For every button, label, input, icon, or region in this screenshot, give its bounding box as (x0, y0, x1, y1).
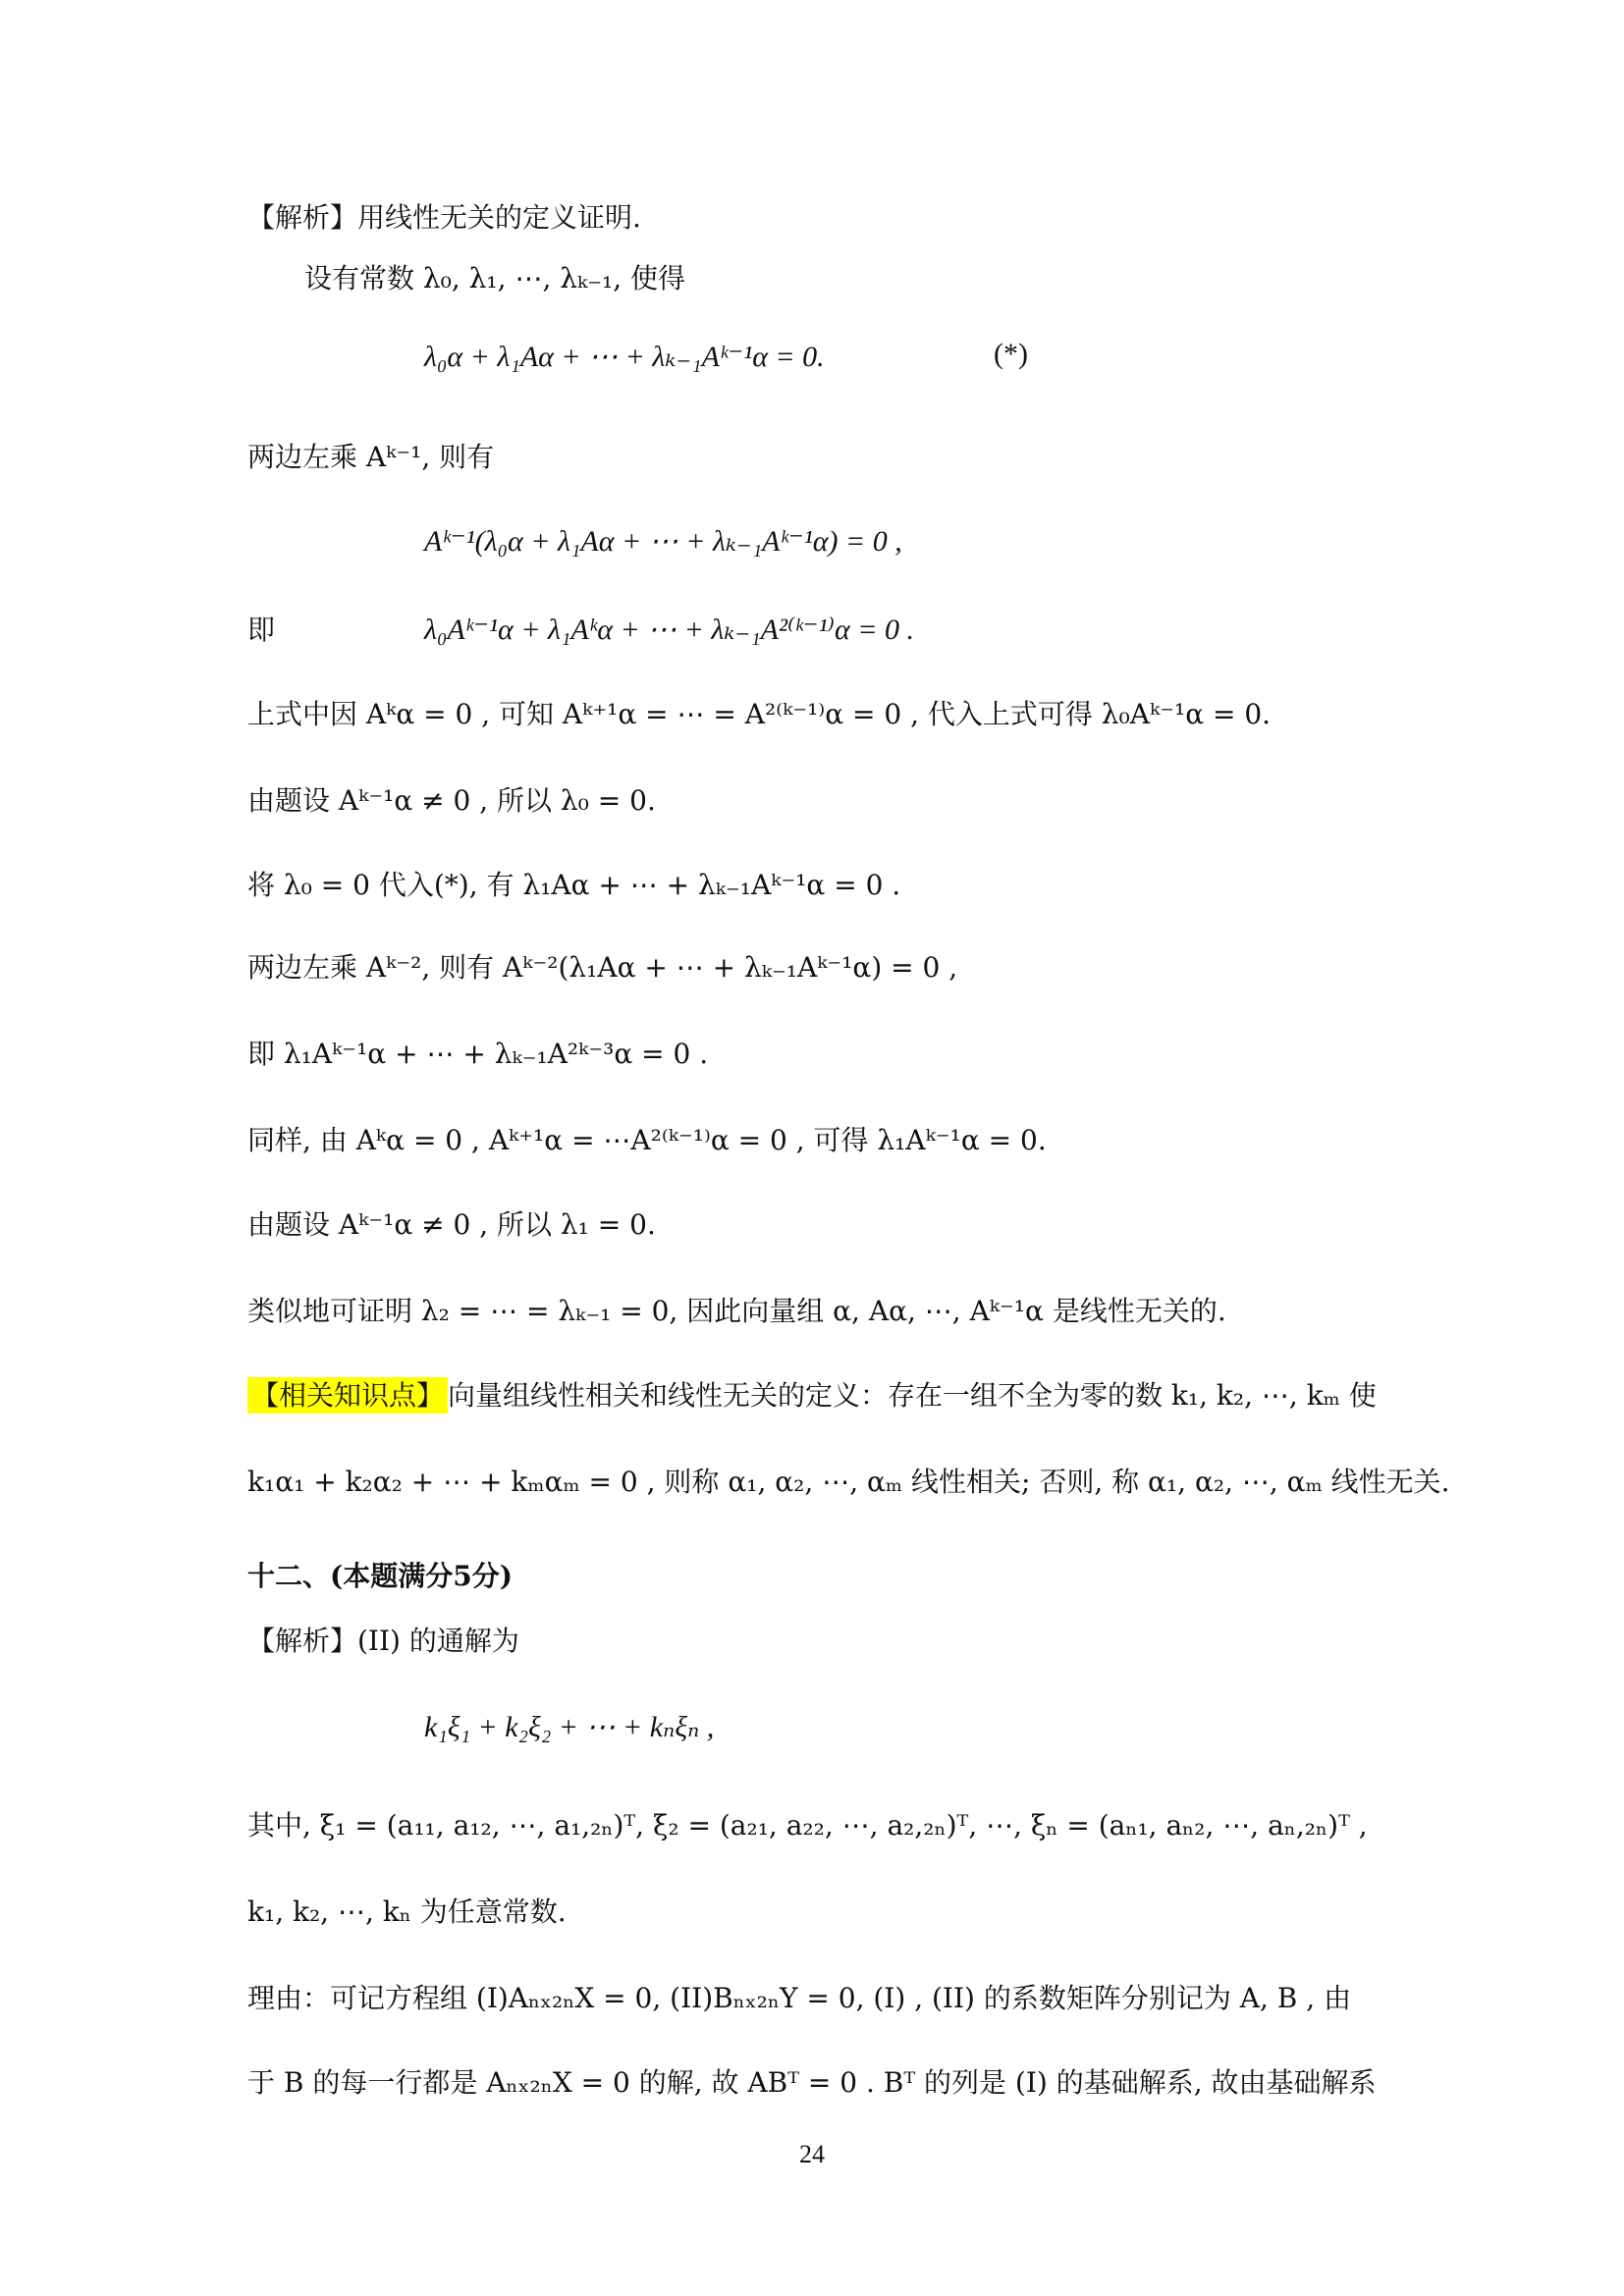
equation-star-tag: (*) (994, 338, 1028, 370)
equation-general-solution: k₁ξ₁ + k₂ξ₂ + ⋯ + kₙξₙ , (424, 1711, 715, 1743)
deduction-line-1: 上式中因 Aᵏα = 0 , 可知 Aᵏ⁺¹α = ⋯ = A²⁽ᵏ⁻¹⁾α = 0 , 代入上式可得 λ₀Aᵏ⁻¹α = 0. (247, 698, 1272, 730)
xi-definitions: 其中, ξ₁ = (a₁₁, a₁₂, ⋯, a₁,₂ₙ)ᵀ, ξ₂ = (a₂₁, a₂₂, ⋯, a₂,₂ₙ)ᵀ, ⋯, ξₙ = (aₙ₁, aₙ₂, ⋯, aₙ,₂ₙ)ᵀ , (247, 1809, 1368, 1842)
analysis-intro: 【解析】用线性无关的定义证明. (247, 201, 641, 234)
assume-constants: 设有常数 λ₀, λ₁, ⋯, λₖ₋₁, 使得 (304, 262, 686, 294)
arbitrary-constants: k₁, k₂, ⋯, kₙ 为任意常数. (247, 1896, 567, 1928)
knowledge-point-badge: 【相关知识点】 (247, 1377, 448, 1414)
equation-star: λ₀α + λ₁Aα + ⋯ + λₖ₋₁Aᵏ⁻¹α = 0. (424, 341, 825, 373)
knowledge-point-line (247, 1376, 1377, 1415)
deduction-line-7: 由题设 Aᵏ⁻¹α ≠ 0 , 所以 λ₁ = 0. (247, 1208, 656, 1241)
conclusion-line: 类似地可证明 λ₂ = ⋯ = λₖ₋₁ = 0, 因此向量组 α, Aα, ⋯, Aᵏ⁻¹α 是线性无关的. (247, 1295, 1226, 1327)
reason-line-1: 理由：可记方程组 (I)Aₙₓ₂ₙX = 0, (II)Bₙₓ₂ₙY = 0, (I) , (II) 的系数矩阵分别记为 A, B , 由 (247, 1982, 1352, 2014)
knowledge-point-definition: k₁α₁ + k₂α₂ + ⋯ + kₘαₘ = 0 , 则称 α₁, α₂, ⋯, αₘ 线性相关; 否则, 称 α₁, α₂, ⋯, αₘ 线性无关. (247, 1466, 1450, 1498)
left-multiply-text: 两边左乘 Aᵏ⁻¹, 则有 (247, 441, 495, 473)
label-ji: 即 (247, 614, 276, 646)
deduction-line-5: 即 λ₁Aᵏ⁻¹α + ⋯ + λₖ₋₁A²ᵏ⁻³α = 0 . (247, 1038, 709, 1070)
deduction-line-2: 由题设 Aᵏ⁻¹α ≠ 0 , 所以 λ₀ = 0. (247, 784, 656, 817)
deduction-line-3: 将 λ₀ = 0 代入(*), 有 λ₁Aα + ⋯ + λₖ₋₁Aᵏ⁻¹α = 0 . (247, 869, 901, 901)
analysis-general-solution: 【解析】(II) 的通解为 (247, 1625, 519, 1657)
section-heading-12: 十二、(本题满分5分) (247, 1560, 513, 1592)
equation-expanded: λ₀Aᵏ⁻¹α + λ₁Aᵏα + ⋯ + λₖ₋₁A²⁽ᵏ⁻¹⁾α = 0 . (424, 614, 914, 646)
deduction-line-4: 两边左乘 Aᵏ⁻², 则有 Aᵏ⁻²(λ₁Aα + ⋯ + λₖ₋₁Aᵏ⁻¹α) = 0 , (247, 951, 958, 984)
page-number: 24 (799, 2140, 825, 2168)
deduction-line-6: 同样, 由 Aᵏα = 0 , Aᵏ⁺¹α = ⋯A²⁽ᵏ⁻¹⁾α = 0 , 可得 λ₁Aᵏ⁻¹α = 0. (247, 1124, 1047, 1156)
equation-left-multiply: Aᵏ⁻¹(λ₀α + λ₁Aα + ⋯ + λₖ₋₁Aᵏ⁻¹α) = 0 , (424, 525, 902, 558)
reason-line-2: 于 B 的每一行都是 Aₙₓ₂ₙX = 0 的解, 故 ABᵀ = 0 . Bᵀ 的列是 (I) 的基础解系, 故由基础解系 (247, 2066, 1377, 2099)
knowledge-point-text: 向量组线性相关和线性无关的定义：存在一组不全为零的数 k₁, k₂, ⋯, kₘ 使 (448, 1379, 1377, 1412)
